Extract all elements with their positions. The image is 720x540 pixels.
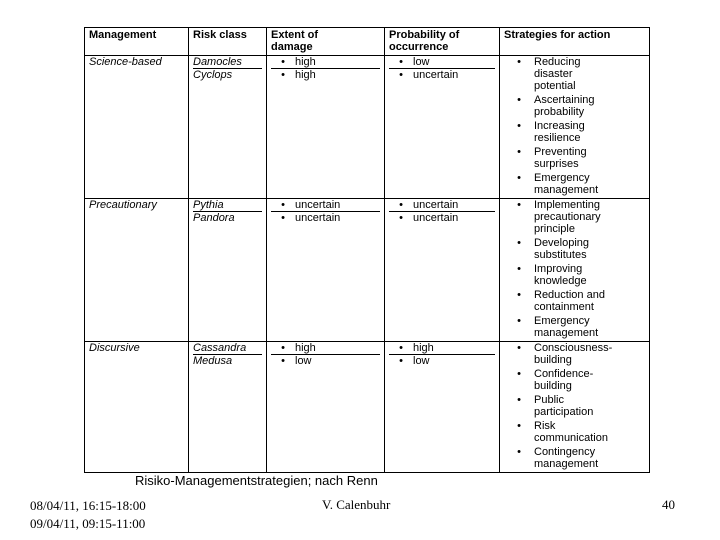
bullet-icon: •: [517, 263, 521, 275]
bullet-icon: •: [399, 69, 403, 81]
strategy-text: Reducing disaster potential: [534, 56, 581, 92]
strategy-item: [504, 289, 645, 313]
strategy-text: Consciousness- building: [534, 342, 613, 366]
extent-value: high: [295, 69, 316, 81]
extent-item: [271, 342, 380, 355]
strategy-text: Developing substitutes: [534, 237, 590, 261]
strategy-text: Emergency management: [534, 315, 599, 339]
header-strategies: Strategies for action: [500, 28, 650, 56]
bullet-icon: •: [281, 212, 285, 224]
bullet-icon: •: [517, 94, 521, 106]
strategy-text: Improving knowledge: [534, 263, 587, 287]
probability-item: [389, 56, 495, 69]
bullet-icon: •: [517, 368, 521, 380]
management-cell: Discursive: [85, 342, 189, 473]
risk-class-name: Damocles: [193, 56, 262, 69]
strategy-text: Preventing surprises: [534, 146, 587, 170]
bullet-icon: •: [517, 146, 521, 158]
extent-cell: [267, 199, 385, 342]
extent-value: high: [295, 342, 316, 354]
bullet-icon: •: [399, 342, 403, 354]
extent-cell: [267, 342, 385, 473]
extent-value: uncertain: [295, 199, 341, 211]
extent-item: [271, 56, 380, 69]
risk-class-name: Cassandra: [193, 342, 262, 355]
strategy-text: Risk communication: [534, 420, 608, 444]
strategy-item: [504, 315, 645, 339]
bullet-icon: •: [281, 199, 285, 211]
bullet-icon: •: [517, 237, 521, 249]
strategies-cell: [500, 199, 650, 342]
strategy-item: [504, 120, 645, 144]
strategies-cell: [500, 342, 650, 473]
risk-class-name: Medusa: [193, 355, 233, 367]
probability-item: [389, 355, 495, 367]
bullet-icon: •: [281, 56, 285, 68]
probability-cell: [385, 56, 500, 199]
strategy-text: Public participation: [534, 394, 594, 418]
risk-table: [84, 27, 650, 473]
extent-item: [271, 355, 380, 367]
extent-item: [271, 199, 380, 212]
strategy-text: Implementing precautionary principle: [534, 199, 601, 235]
footer-date: [30, 497, 146, 533]
figure-caption: Risiko-Managementstrategien; nach Renn: [135, 473, 378, 488]
strategy-item: [504, 368, 645, 392]
strategy-text: Increasing resilience: [534, 120, 585, 144]
probability-item: [389, 212, 495, 224]
bullet-icon: •: [399, 212, 403, 224]
probability-value: high: [413, 342, 434, 354]
bullet-icon: •: [281, 69, 285, 81]
risk-class-cell: [189, 342, 267, 473]
probability-value: low: [413, 355, 430, 367]
probability-value: uncertain: [413, 199, 459, 211]
strategy-item: [504, 237, 645, 261]
strategy-item: [504, 146, 645, 170]
bullet-icon: •: [281, 355, 285, 367]
strategies-cell: [500, 56, 650, 199]
header-risk-class: Risk class: [189, 28, 267, 56]
strategy-text: Confidence- building: [534, 368, 594, 392]
strategy-item: [504, 342, 645, 366]
table-header-row: [85, 28, 650, 56]
footer-date-line-1: 08/04/11, 16:15-18:00: [30, 498, 146, 513]
bullet-icon: •: [399, 199, 403, 211]
management-cell: Precautionary: [85, 199, 189, 342]
bullet-icon: •: [517, 420, 521, 432]
extent-item: [271, 212, 380, 224]
risk-class-name: Pythia: [193, 199, 262, 212]
bullet-icon: •: [399, 56, 403, 68]
strategy-item: [504, 199, 645, 235]
extent-value: high: [295, 56, 316, 68]
extent-value: low: [295, 355, 312, 367]
header-probability: Probability of occurrence: [385, 28, 500, 56]
risk-management-table-image: [84, 27, 649, 470]
strategy-text: Reduction and containment: [534, 289, 605, 313]
header-management: Management: [85, 28, 189, 56]
table-row: [85, 342, 650, 473]
bullet-icon: •: [517, 289, 521, 301]
strategy-item: [504, 420, 645, 444]
probability-value: uncertain: [413, 212, 459, 224]
bullet-icon: •: [517, 172, 521, 184]
risk-class-cell: [189, 56, 267, 199]
strategy-item: [504, 446, 645, 470]
extent-item: [271, 69, 380, 81]
table-row: [85, 56, 650, 199]
bullet-icon: •: [517, 315, 521, 327]
probability-item: [389, 69, 495, 81]
strategy-text: Contingency management: [534, 446, 599, 470]
bullet-icon: •: [517, 342, 521, 354]
risk-class-name: Pandora: [193, 212, 235, 224]
bullet-icon: •: [281, 342, 285, 354]
footer-author: V. Calenbuhr: [322, 497, 391, 512]
probability-cell: [385, 199, 500, 342]
bullet-icon: •: [517, 394, 521, 406]
strategy-item: [504, 394, 645, 418]
bullet-icon: •: [517, 199, 521, 211]
probability-item: [389, 342, 495, 355]
strategy-text: Ascertaining probability: [534, 94, 595, 118]
extent-value: uncertain: [295, 212, 341, 224]
probability-item: [389, 199, 495, 212]
strategy-item: [504, 263, 645, 287]
risk-class-cell: [189, 199, 267, 342]
bullet-icon: •: [517, 56, 521, 68]
bullet-icon: •: [517, 120, 521, 132]
strategy-text: Emergency management: [534, 172, 599, 196]
footer-date-line-2: 09/04/11, 09:15-11:00: [30, 516, 146, 531]
footer-page-number: 40: [662, 497, 675, 512]
bullet-icon: •: [517, 446, 521, 458]
strategy-item: [504, 172, 645, 196]
probability-cell: [385, 342, 500, 473]
management-cell: Science-based: [85, 56, 189, 199]
probability-value: uncertain: [413, 69, 459, 81]
risk-class-name: Cyclops: [193, 69, 233, 81]
probability-value: low: [413, 56, 430, 68]
header-extent: Extent of damage: [267, 28, 385, 56]
strategy-item: [504, 56, 645, 92]
strategy-item: [504, 94, 645, 118]
table-row: [85, 199, 650, 342]
bullet-icon: •: [399, 355, 403, 367]
extent-cell: [267, 56, 385, 199]
